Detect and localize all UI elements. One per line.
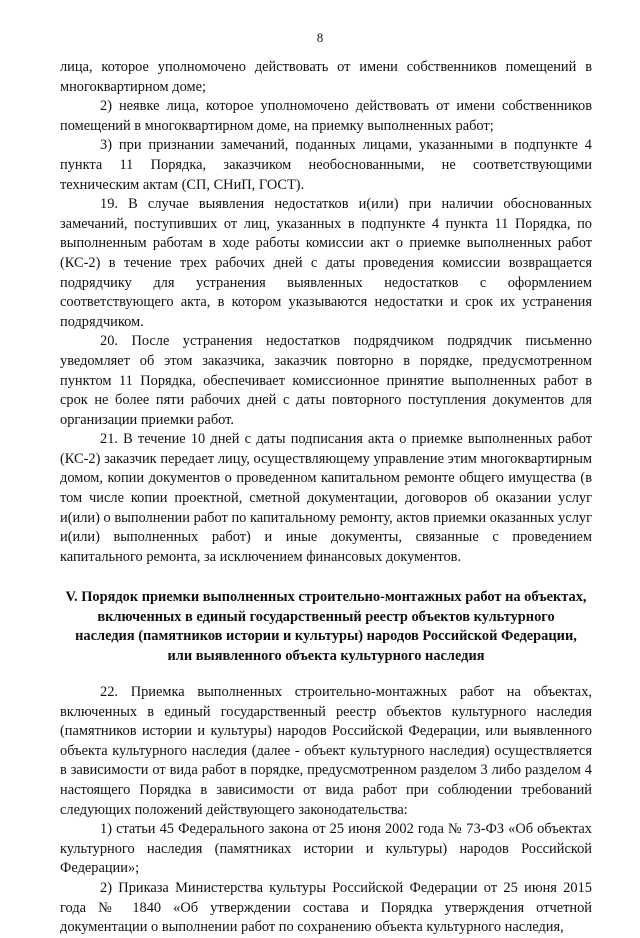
paragraph-22-item-2: 2) Приказа Министерства культуры Российской Федерации от 25 июня 2015 года № 1840 «Об утверждении состава и Порядка утверждения отчетной документации о выполнении работ по сохранению объекта культурного наследия, — [60, 880, 592, 936]
section-heading — [60, 588, 592, 666]
paragraph-19: 19. В случае выявления недостатков и(или) при наличии обоснованных замечаний, поступивших от лиц, указанных в подпункте 4 пункта 11 Порядка, по выполненным работам в ходе работы комиссии акт о приемке выполненных работ (КС-2) в течение трех рабочих дней с даты проведения комиссии возвращается подрядчику для устранения выявленных недостатков с оформлением соответствующего акта, в котором указываются недостатки и срок их устранения подрядчиком. — [60, 196, 592, 330]
document-body — [60, 58, 592, 938]
paragraph-22-item-1: 1) статьи 45 Федерального закона от 25 июня 2002 года № 73-ФЗ «Об объектах культурного наследия (памятниках истории и культуры) народов Российской Федерации»; — [60, 821, 592, 877]
paragraph-continuation: лица, которое уполномочено действовать от имени собственников помещений в многоквартирном доме; — [60, 59, 592, 95]
paragraph-20: 20. После устранения недостатков подрядчиком подрядчик письменно уведомляет об этом заказчика, заказчик повторно в порядке, предусмотренном пунктом 11 Порядка, обеспечивает комиссионное принятие выполненных работ в срок не более пяти рабочих дней с даты повторного поступления документов для организации приемки работ. — [60, 333, 592, 428]
section-heading-line: наследия (памятников истории и культуры) народов Российской Федерации, — [75, 628, 577, 645]
paragraph-item-2: 2) неявке лица, которое уполномочено действовать от имени собственников помещений в многоквартирном доме, на приемку выполненных работ; — [60, 98, 592, 134]
paragraphs-top — [60, 58, 592, 567]
paragraph-22: 22. Приемка выполненных строительно-монтажных работ на объектах, включенных в единый государственный реестр объектов культурного наследия (памятников истории и культуры) народов Российской Федерации, или выявленного объекта культурного наследия (далее - объект культурного наследия) осуществляется в зависимости от вида работ в порядке, предусмотренном разделом 3 либо разделом 4 настоящего Порядка в зависимости от вида работ при соблюдении требований следующих положений действующего законодательства: — [60, 684, 592, 818]
paragraph-21: 21. В течение 10 дней с даты подписания акта о приемке выполненных работ (КС-2) заказчик передает лицу, осуществляющему управление этим многоквартирным домом, копии документов о проведенном капитальном ремонте общего имущества (в том числе копии проектной, сметной документации, договоров об оказании услуг и(или) о выполнении работ по капитальному ремонту, актов приемки оказанных услуг и(или) выполненных работ) и иные документы, связанные с проведением капитального ремонта, за исключением финансовых документов. — [60, 431, 592, 565]
section-heading-line: V. Порядок приемки выполненных строительно-монтажных работ на объектах, — [65, 589, 587, 606]
paragraphs-bottom — [60, 683, 592, 938]
paragraph-item-3: 3) при признании замечаний, поданных лицами, указанными в подпункте 4 пункта 11 Порядка, заказчиком необоснованными, не соответствующими техническим актам (СП, СНиП, ГОСТ). — [60, 137, 592, 193]
page-number: 8 — [316, 30, 324, 45]
section-heading-line: включенных в единый государственный реестр объектов культурного — [97, 608, 555, 625]
section-heading-line: или выявленного объекта культурного наследия — [167, 647, 485, 664]
